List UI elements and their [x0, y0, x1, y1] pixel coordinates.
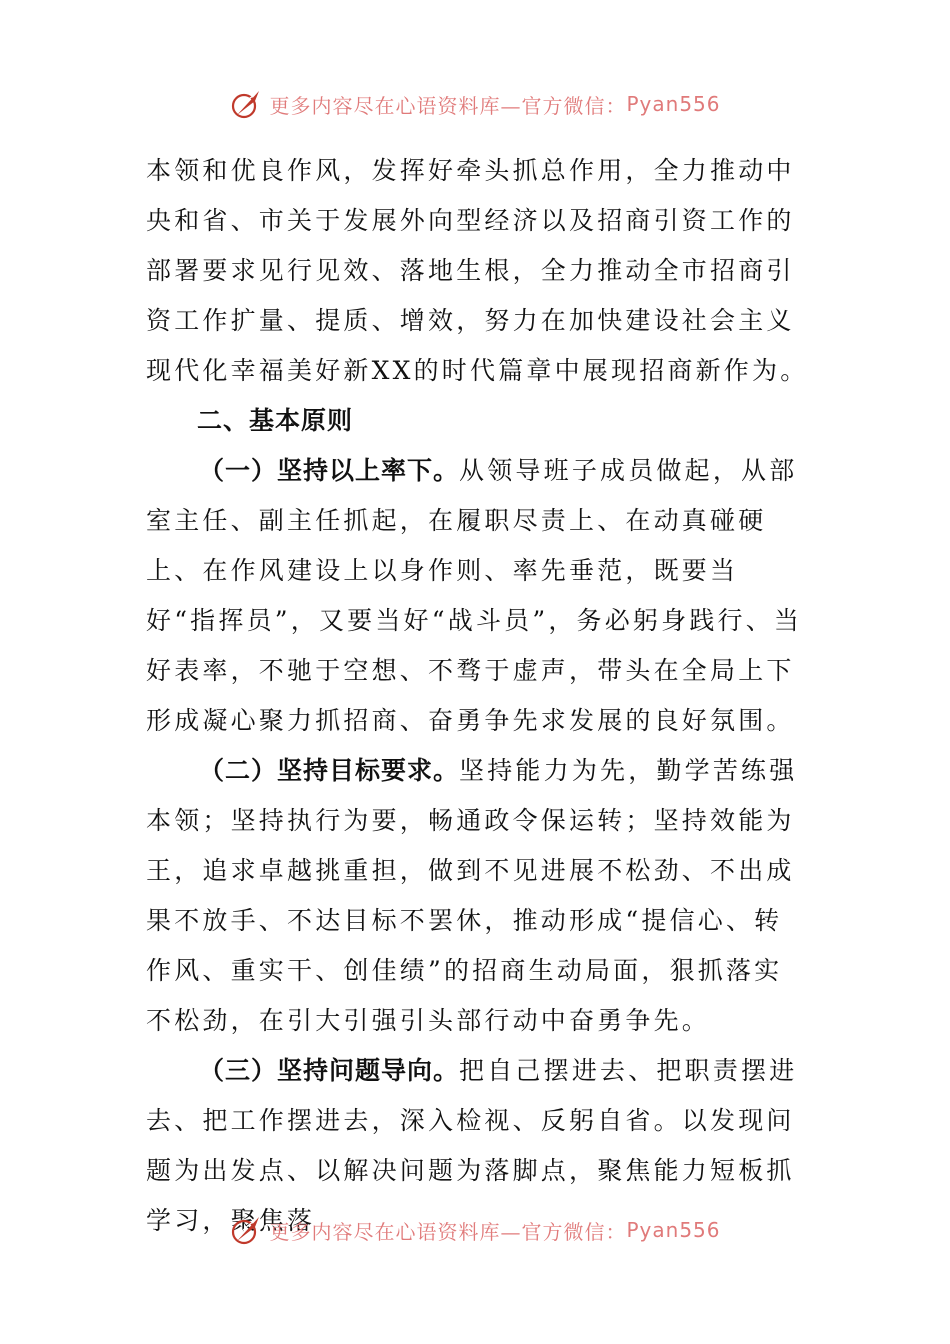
- watermark-site-text: 更多内容尽在心语资料库—官方微信：: [269, 1219, 627, 1244]
- principle-title-2: （二）坚持目标要求。: [199, 756, 460, 785]
- principle-title-3: （三）坚持问题导向。: [199, 1056, 460, 1085]
- quill-pen-logo-icon: [229, 87, 263, 121]
- principle-body-3: 把自己摆进去、把职责摆进去、把工作摆进去，深入检视、反躬自省。以发现问题为出发点、以解决问题为落脚点，聚焦能力短板抓学习，聚焦落: [146, 1056, 798, 1235]
- watermark-header: [0, 84, 950, 124]
- document-body: [146, 146, 810, 1246]
- paragraph-continuation: 本领和优良作风，发挥好牵头抓总作用，全力推动中央和省、市关于发展外向型经济以及招商引资工作的部署要求见行见效、落地生根，全力推动全市招商引资工作扩量、提质、增效，努力在加快建设社会主义现代化幸福美好新XX的时代篇章中展现招商新作为。: [146, 156, 809, 385]
- watermark-site-text: 更多内容尽在心语资料库—官方微信：: [269, 93, 627, 118]
- principle-body-1: 从领导班子成员做起，从部室主任、副主任抓起，在履职尽责上、在动真碰硬上、在作风建设上以身作则、率先垂范，既要当好“指挥员”，又要当好“战斗员”，务必躬身践行、当好表率，不驰于空想、不骛于虚声，带头在全局上下形成凝心聚力抓招商、奋勇争先求发展的良好氛围。: [146, 456, 803, 735]
- watermark-wechat-id: Pyan556: [626, 1218, 721, 1242]
- principle-paragraph-2: [146, 746, 810, 1046]
- section-heading: 二、基本原则: [197, 406, 354, 435]
- watermark-footer: [0, 1210, 950, 1250]
- principle-paragraph-1: [146, 446, 810, 746]
- quill-pen-logo-icon: [229, 1213, 263, 1247]
- principle-title-1: （一）坚持以上率下。: [199, 456, 460, 485]
- principle-body-2: 坚持能力为先，勤学苦练强本领；坚持执行为要，畅通政令保运转；坚持效能为王，追求卓越挑重担，做到不见进展不松劲、不出成果不放手、不达目标不罢休，推动形成“提信心、转作风、重实干、创佳绩”的招商生动局面，狠抓落实不松劲，在引大引强引头部行动中奋勇争先。: [146, 756, 798, 1035]
- watermark-wechat-id: Pyan556: [626, 92, 721, 116]
